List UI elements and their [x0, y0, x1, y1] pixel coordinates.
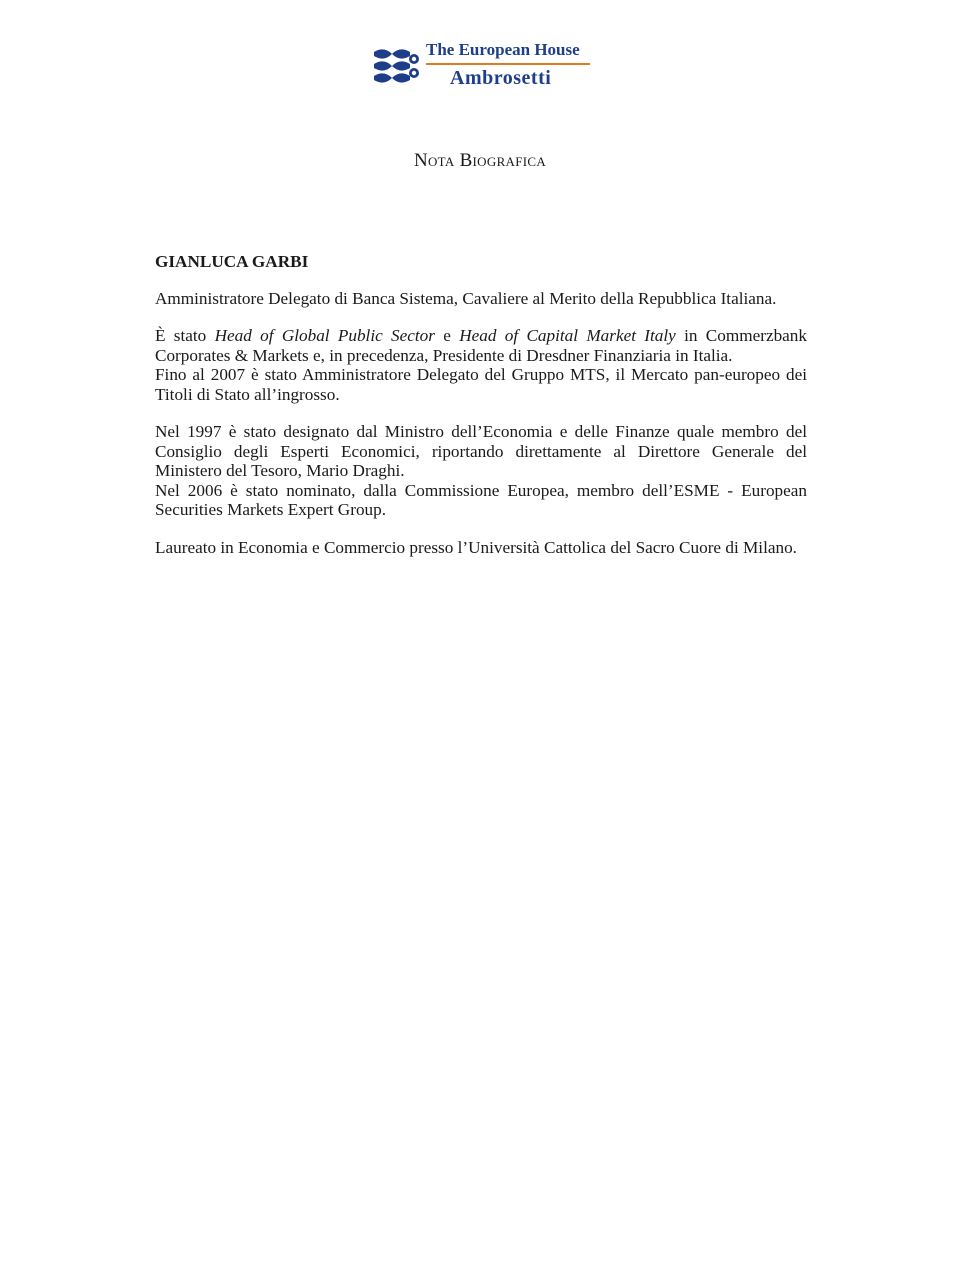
bio-paragraph-education: Laureato in Economia e Commercio presso l’Università Cattolica del Sacro Cuore di Milano.: [155, 537, 797, 557]
logo-divider: [426, 63, 590, 65]
bio-paragraph-2006: Nel 2006 è stato nominato, dalla Commissione Europea, membro dell’ESME - European Securities Markets Expert Group.: [155, 480, 807, 519]
career-role-1: Head of Global Public Sector: [214, 326, 435, 345]
ambrosetti-logo: [370, 40, 600, 92]
career-text-mid: e: [434, 326, 460, 345]
document-heading: Nota Biografica: [413, 150, 547, 171]
logo-mark-icon: [370, 44, 422, 88]
biography-body: [155, 252, 807, 557]
bio-paragraph-career: [155, 326, 807, 365]
logo-title: The European House: [426, 40, 580, 59]
career-text-post: in Commerzbank Corporates & Markets e, in precedenza, Presidente di Dresdner Finanziaria in Italia.: [155, 326, 807, 365]
logo-subtitle: Ambrosetti: [450, 67, 552, 89]
bio-paragraph-1997: Nel 1997 è stato designato dal Ministro dell’Economia e delle Finanze quale membro del Consiglio degli Esperti Economici, riportando direttamente al Direttore Generale del Ministero del Tesoro, Mario Draghi.: [155, 422, 807, 480]
person-name: GIANLUCA GARBI: [155, 252, 309, 271]
career-role-2: Head of Capital Market Italy: [459, 326, 676, 345]
bio-paragraph-mts: Fino al 2007 è stato Amministratore Delegato del Gruppo MTS, il Mercato pan-europeo dei Titoli di Stato all’ingrosso.: [155, 365, 807, 404]
career-text-pre: È stato: [155, 326, 215, 345]
bio-paragraph-role: Amministratore Delegato di Banca Sistema, Cavaliere al Merito della Repubblica Italiana.: [155, 288, 777, 308]
